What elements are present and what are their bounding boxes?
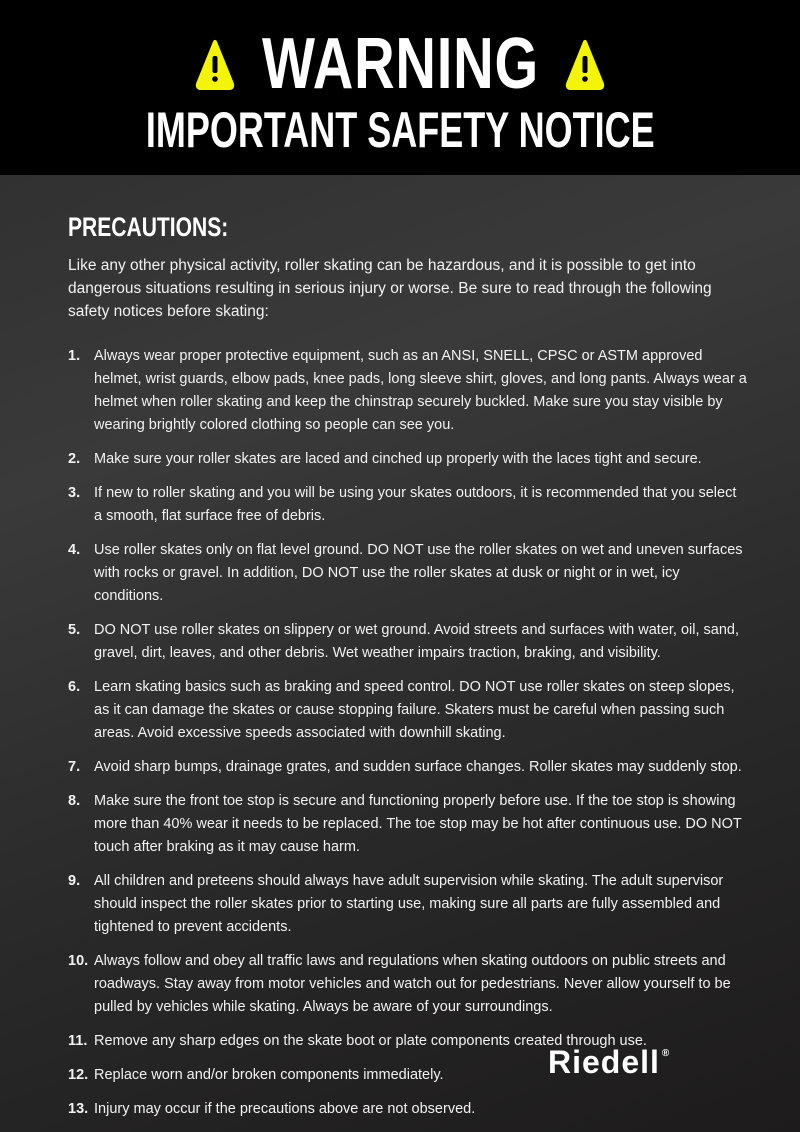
item-number: 12. [68,1067,89,1083]
item-number: 5. [68,622,81,638]
item-text: Replace worn and/or broken components immediately. [94,1067,444,1083]
item-text: Injury may occur if the precautions above are not observed. [94,1101,476,1117]
item-number: 6. [68,679,81,695]
intro-paragraph: Like any other physical activity, roller skating can be hazardous, and it is possible to get into dangerous situations resulting in serious injury or worse. Be sure to read through the following safety notices before skating: [68,257,712,320]
registered-mark: ® [661,1048,671,1059]
item-text: Avoid sharp bumps, drainage grates, and sudden surface changes. Roller skates may suddenly stop. [94,759,742,775]
item-text: Always wear proper protective equipment, such as an ANSI, SNELL, CPSC or ASTM approved helmet, wrist guards, elbow pads, knee pads, long sleeve shirt, gloves, and long pants. Always wear a helmet when roller skating and keep the chinstrap securely buckled. Make sure you stay visible by wearing brightly colored clothing so people can see you. [94,348,747,433]
warning-triangle-icon [195,36,235,92]
brand-name: Riedell [548,1044,660,1080]
list-item [68,448,748,471]
item-number: 4. [68,542,81,558]
item-number: 11. [68,1033,88,1049]
list-item [68,870,748,939]
warning-header [0,0,800,175]
item-text: DO NOT use roller skates on slippery or wet ground. Avoid streets and surfaces with water, oil, sand, gravel, dirt, leaves, and other debris. Wet weather impairs traction, braking, and visibility. [94,622,740,661]
item-number: 8. [68,793,81,809]
list-item [68,756,748,779]
item-text: If new to roller skating and you will be using your skates outdoors, it is recommended that you select a smooth, flat surface free of debris. [94,485,737,524]
item-number: 13. [68,1101,89,1117]
list-item [68,1098,748,1121]
list-item [68,482,748,528]
item-number: 9. [68,873,81,889]
warning-title-row [0,24,800,104]
list-item [68,950,748,1019]
item-number: 1. [68,348,81,364]
list-item [68,345,748,437]
item-number: 10. [68,953,89,969]
warning-title: WARNING [261,24,539,104]
item-text: All children and preteens should always have adult supervision while skating. The adult supervisor should inspect the roller skates prior to starting use, making sure all parts are fully assembled and tightened to prevent accidents. [94,873,724,935]
item-number: 3. [68,485,81,501]
item-text: Learn skating basics such as braking and speed control. DO NOT use roller skates on steep slopes, as it can damage the skates or cause stopping failure. Skaters must be careful when passing such areas. Avoid excessive speeds associated with downhill skating. [94,679,735,741]
precautions-section [68,210,748,1132]
safety-notice-subtitle: IMPORTANT SAFETY NOTICE [145,102,655,158]
riedell-logo [548,1044,670,1081]
list-item [68,619,748,665]
item-text: Make sure your roller skates are laced and cinched up properly with the laces tight and secure. [94,451,702,467]
item-text: Make sure the front toe stop is secure and functioning properly before use. If the toe stop is showing more than 40% wear it needs to be replaced. The toe stop may be hot after continuous use. DO NOT touch after braking as it may cause harm. [94,793,742,855]
item-text: Remove any sharp edges on the skate boot or plate components created through use. [94,1033,647,1049]
item-number: 2. [68,451,81,467]
item-number: 7. [68,759,81,775]
list-item [68,790,748,859]
item-text: Use roller skates only on flat level ground. DO NOT use the roller skates on wet and uneven surfaces with rocks or gravel. In addition, DO NOT use the roller skates at dusk or night or in wet, icy conditions. [94,542,743,604]
precautions-heading: PRECAUTIONS: [68,212,229,242]
list-item [68,676,748,745]
precautions-list [68,345,748,1121]
item-text: Always follow and obey all traffic laws and regulations when skating outdoors on public streets and roadways. Stay away from motor vehicles and watch out for pedestrians. Never allow yourself to be pulled by vehicles while skating. Always be aware of your surroundings. [94,953,731,1015]
warning-triangle-icon [565,36,605,92]
list-item [68,539,748,608]
